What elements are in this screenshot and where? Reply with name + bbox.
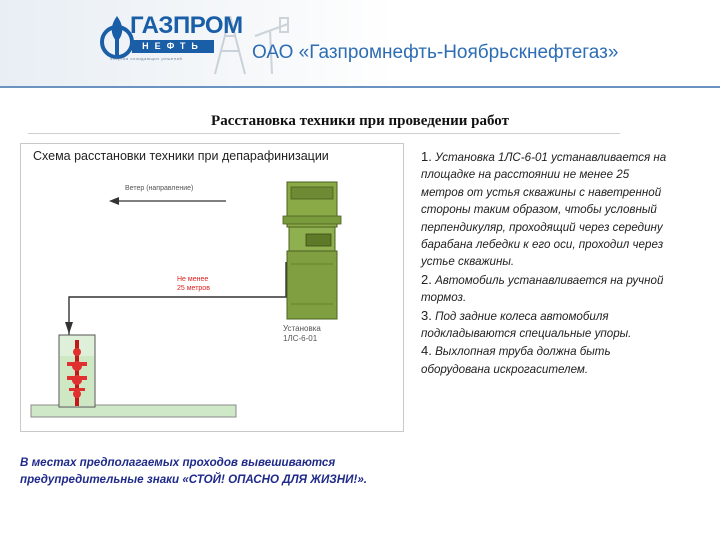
gazprom-flame-icon [100, 12, 134, 60]
company-name: ОАО «Газпромнефть-Ноябрьскнефтегаз» [252, 42, 619, 63]
steps-list [421, 148, 671, 378]
slide-header [0, 0, 720, 88]
slide-title: Расстановка техники при проведении работ [211, 113, 509, 129]
step-item [421, 148, 671, 271]
cable-arrowhead [65, 322, 73, 334]
wind-arrowhead [109, 197, 119, 205]
title-divider [28, 133, 620, 134]
safety-warning: В местах предполагаемых проходов вывешиваются предупредительные знаки «СТОЙ! ОПАСНО ДЛЯ ЖИЗНИ!». [20, 456, 368, 486]
step-number: 4. [421, 343, 432, 359]
step-text: Выхлопная труба должна быть оборудована искрогасителем. [421, 345, 611, 376]
unit-label [283, 324, 353, 344]
step-item [421, 271, 671, 307]
distance-label [177, 275, 237, 293]
logo-wordmark: ГАЗПРОМ [130, 12, 243, 39]
truck-icon [283, 182, 341, 319]
logo-neft-text: НЕФТЬ [142, 41, 204, 51]
step-text: Установка 1ЛС-6-01 устанавливается на площадке на расстоянии не менее 25 метров от устья скважины с наветренной стороны таким образом, чтобы условный перпендикуляр, проходящий через середину барабана лебедки к его оси, проходил через устье скважины. [421, 151, 667, 269]
cable-line [69, 262, 286, 338]
unit-label-line2: 1ЛС-6-01 [283, 334, 318, 343]
step-item [421, 342, 671, 378]
step-text: Под задние колеса автомобиля подкладываются специальные упоры. [421, 309, 632, 341]
header-divider [0, 86, 720, 88]
step-number: 2. [421, 271, 432, 287]
logo-tagline: энергия созидающих решений [110, 56, 183, 61]
scheme-diagram [20, 143, 404, 432]
scheme-title: Схема расстановки техники при депарафинизации [33, 149, 329, 163]
wind-label: Ветер (направление) [125, 185, 194, 192]
step-number: 1. [421, 149, 432, 164]
unit-label-line1: Установка [283, 324, 321, 333]
step-number: 3. [421, 307, 432, 323]
step-item [421, 307, 671, 343]
distance-label-line1: Не менее [177, 276, 209, 283]
step-text: Автомобиль устанавливается на ручной тормоз. [421, 273, 664, 305]
distance-label-line2: 25 метров [177, 285, 210, 292]
